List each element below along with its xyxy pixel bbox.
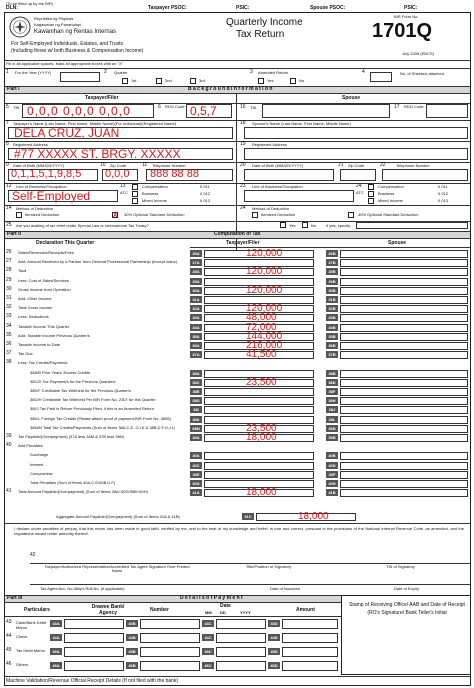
- computation-row: [0, 451, 474, 460]
- form-number: 1701Q: [372, 20, 433, 42]
- row-label: Add: Amount Received by a Partner from General Professional Partnership (except loans): [18, 260, 177, 265]
- spouse-line-code: 38J: [326, 406, 338, 413]
- row-number: 37: [6, 350, 12, 357]
- spouse-line-code: 35B: [326, 333, 338, 340]
- agency-line-3: Kawanihan ng Rentas Internas: [34, 29, 117, 35]
- computation-row: [0, 304, 474, 313]
- row-label: Taxable Income to Date: [18, 343, 61, 347]
- line-code: 43A: [50, 620, 62, 627]
- row-label: Taxable Income This Quarter: [18, 324, 70, 329]
- amount-value: 48,000: [246, 312, 277, 324]
- amount-input[interactable]: [204, 471, 314, 479]
- amended-label: Amended Return: [258, 70, 289, 75]
- row-number: 31: [6, 295, 12, 301]
- computation-row: [0, 461, 474, 470]
- date-of-expiry-label: Date of Expiry: [394, 586, 420, 591]
- spouse-amount-input[interactable]: [340, 259, 468, 267]
- row-number: 45: [6, 647, 12, 653]
- line-code: 46C: [202, 662, 214, 669]
- row-number: 32: [6, 304, 12, 311]
- line-code: 45B: [126, 648, 138, 655]
- line-code: 44B: [126, 634, 138, 641]
- quarter-label: Quarter: [114, 70, 128, 75]
- payment-label: Tax Debit Memo: [16, 648, 45, 653]
- computation-row: [0, 470, 474, 479]
- declaration-text: I declare under penalties of perjury, that this return has been made in good faith, verified by me, and to the best of my knowledge and belief, is true and correct, pursuant to the provisions of the National Internal Revenue Code, as amended, and the regulations issued under authority thereof.: [14, 526, 464, 536]
- spouse-line-code: 36B: [326, 342, 338, 349]
- line-code: 45A: [50, 648, 62, 655]
- row-label: Less: Deductions: [18, 315, 49, 320]
- spouse-amount-input[interactable]: [340, 342, 468, 350]
- amount-value: 41,500: [246, 349, 277, 361]
- row-number: 36: [6, 341, 12, 347]
- footer-text: Machine Validation/Revenue Official Receipt Details (If not filed with the bank): [6, 678, 179, 684]
- spouse-line-code: 38B: [326, 370, 338, 377]
- payment-label: Cash/Bank Debit Memo: [16, 620, 47, 630]
- spouse-line-code: 34B: [326, 324, 338, 331]
- line-code: 35A: [190, 333, 202, 340]
- line-code: 41A: [190, 489, 202, 496]
- line-code: 26A: [190, 250, 202, 257]
- line-code: 43C: [202, 620, 214, 627]
- line-code: 37A: [190, 351, 202, 358]
- spouse-atc-compensation-checkbox[interactable]: [368, 184, 374, 190]
- rdo-value: 0,5,7: [190, 104, 217, 118]
- row-number: 35: [6, 331, 12, 338]
- line-code: 28A: [190, 268, 202, 275]
- spouse-amount-input[interactable]: [340, 278, 468, 286]
- row-label: Surcharge: [30, 453, 49, 458]
- spouse-line-code: 26B: [326, 250, 338, 257]
- line-code: 29A: [190, 278, 202, 285]
- osd-mark: X: [113, 212, 118, 219]
- row-label: Gross Income from Operation: [18, 287, 71, 292]
- computation-row: [0, 433, 474, 442]
- spouse-dob-input[interactable]: [244, 169, 334, 181]
- spouse-line-code: 40B: [326, 452, 338, 459]
- subtitle-2: (Including those w/ both Business & Compensation Income): [11, 48, 144, 54]
- payment-row: [0, 646, 341, 660]
- row-label: Less: Tax Credits/Payments: [18, 361, 68, 366]
- amended-no-checkbox[interactable]: [290, 78, 296, 84]
- part-3-band: [4, 595, 341, 603]
- payment-row: [0, 618, 341, 632]
- line-code: 32A: [190, 305, 202, 312]
- amount-value: 72,000: [246, 321, 277, 333]
- line-code: 45D: [268, 648, 280, 655]
- line-code: 31A: [190, 296, 202, 303]
- amount-input[interactable]: [282, 619, 338, 629]
- computation-row: [0, 369, 474, 378]
- drawee-bank-input[interactable]: [64, 661, 124, 671]
- spouse-line-code: 41B: [326, 489, 338, 496]
- row-label: 38E/F Creditable Tax Withheld for the Previous Quarter/s: [30, 389, 131, 393]
- spouse-line-code: 33B: [326, 314, 338, 321]
- payment-row: [0, 632, 341, 646]
- spouse-amount-input[interactable]: [340, 489, 468, 497]
- spouse-psic-label: PSIC:: [404, 5, 418, 11]
- amount-input[interactable]: [204, 452, 314, 460]
- spouse-line-code: 38H: [326, 397, 338, 404]
- amount-value: 23,500: [246, 422, 277, 434]
- spouse-amount-input[interactable]: [340, 425, 468, 433]
- row-label: Total Amount Payable/(Overpayment) (Sum of Items 39A+40G/39B+40H): [18, 490, 148, 495]
- line-code: 38C: [190, 379, 202, 386]
- spouse-rdo-input[interactable]: [426, 104, 468, 118]
- row-label: Tax Due: [18, 352, 33, 357]
- amount-input[interactable]: [282, 647, 338, 657]
- spouse-line-code: 28B: [326, 268, 338, 275]
- spouse-line-code: 38L: [326, 416, 338, 423]
- year-input[interactable]: [60, 72, 100, 82]
- q2-checkbox[interactable]: [156, 78, 162, 84]
- spouse-line-code: 40H: [326, 480, 338, 487]
- spouse-line-code: 38N: [326, 425, 338, 432]
- amount-value: 120,000: [246, 266, 283, 278]
- line-code: 45C: [202, 648, 214, 655]
- line-code: 38I: [190, 406, 202, 413]
- form-1701q: (To be filled up by the BIR) DLN: Taxpayer PSOC: PSIC: Spouse PSOC: PSIC: Republika ng Pilipinas Kagawaran ng Pananalapi Kawanihan ng Rentas Internas For Self-Employed Individuals, Estates, and Trusts (Including those w/ both Business & Compensation Income) Quarterly Income Tax Return BIR Form No. 1701Q July 2008 (ENCS) Fill in all applicable spaces. Mark all appropriate boxes with an "X" 1 For the Year (YYYY) 2 Quarter 1st 2nd 3rd 3 Amended Return Yes No 4 No. of Sheets/s attached Part I B a c k g r o u n d I n f o r m a t i o n Taxpayer/Filer Spouse 5 TIN 0,0,0 0,0,0 0,0,0 6 RDO Code 0,5,7 16 TIN 17 RDO Code 7 Taxpayer's Name (Last Name, First Name, Middle Name)(For Individual)/(Registered Name) DELA CRUZ, JUAN 18 Spouse's Name (Last Name, First Name, Middle Name) 8 Registered Address #77 XXXXX ST. BRGY. XXXXX 19 Registered Address 9 Date of Birth (MM/DD/YYYY) 0,1,1,5,1,9,8,5 10 Zip Code 0,0,0 11 Telephone Number 888 88 88 20 Date of Birth (MM/DD/YYYY) 21 Zip Code 22 Telephone Number 12 Line of Business/Occupation Self-Employed 13 ATC Compensation Business Mixed Income II 011 II 012 II 013 23 Line of Business/Occupation 24 ATC Compensation Business Mixed Income II 011 II 012 II 013 14 Method of Deduction Itemized Deduction X 40% Optional Standard Deduction 24 Method of Deduction Itemized Deduction 40% Optional Standard Deduction 25 Are you availing of tax relief under Special Law or International Tax Treaty? Yes No If yes, specify Part II Computation of Tax Declaration This Quarter Taxpayer/Filer Spouse 26 Sales/Revenues/Receipts/Fees 26A 120,000 26B 27 Add: Amount Received by a Partner from General Professional Partnership (except loans) 27A 27B 28 Total 28A 120,000 28B 29 Less: Cost of Sales/Services 29A 29B 30 Gross Income from Operation 30A 120,000 30B 31 Add: Other Income 31A 31B 32 Total Gross Income 32A 120,000 32B 33 Less: Deductions 33A 48,000 33B 34 Taxable Income This Quarter 34A 72,000 34B 35 Add: Taxable Income Previous Quarter/s 35A 144,000 35B 36 Taxable Income to Date 36A 216,000 36B 37 Tax Due 37A 41,500 37B 38 Less: Tax Credits/Payments 38A/B Prior Years' Excess Credits 38A 38B 38C/D Tax Payment/s for the Previous Quarter/s 38C 23,500 38D 38E/F Creditable Tax Withheld for the Previous Quarter/s 38E 38F 38G/H Creditable Tax Withheld Per BIR Form No. 2307 for this Quarter 38G 38H 38I/J Tax Paid in Return Previously Filed, if this is an Amended Return 38I 38J 38K/L Foreign Tax Credits (Please attach proof of payment-BIR Form No. 0605) 38K 38L 38M/N Total Tax Credits/Payments (Sum of Items 38A,C,E, G,I,K & 38B,D,F,H,J,L) 38M 23,500 38N 39 Tax Payable/(Overpayment) (37A less 38M & 37B less 38N) 39A 18,000 39B 40 Add Penalties Surcharge 40A 40B Interest 40C 40D Compromise 40E 40F Total Penalties (Sum of Items 40A,C,E/40B,D,F) 40G 40H 41 Total Amount Payable/(Overpayment) (Sum of Items 39A+40G/39B+40H) 41A 18,000 41B Aggregate Amount Payable/(Overpayment) (Sum of Items 41A & 41B) 41C 18,000 I declare under penalties of perjury, that this return has been made in good faith, verified by me, and to the best of my knowledge and belief, is true and correct, pursuant to the provisions of the National Internal Revenue Code, as amended, and the regulations issued under authority thereof. 42 Taxpayer/Authorized Representative/Accredited Tax Agent Signature Over Printed Name Title/Position of Signatory TIN of Signatory Tax Agent Acc. No./Atty's Roll No. (if applicable) Date of Issuance Date of Expiry Part III D e t a i l s o f P a y m e n t Stamp of Receiving Office/ AAB and Date of Receipt (RO's Signature/ Bank Teller's Initial Particulars Drawee Bank/ Agency Number Date MM DD YYYY Amount 43 Cash/Bank Debit Memo 43A 43B 43C 43D 44 Check 44A 44B 44C 44D 45 Tax Debit Memo 45A 45B 45C 45D 46 Others 46A 46B 46C 46D Machine Validation/Revenue Official Receipt Details (If not filed with the bank): [0, 0, 474, 688]
- spouse-line-code: 32B: [326, 305, 338, 312]
- number-input[interactable]: [140, 619, 200, 629]
- line-code: 38E: [190, 388, 202, 395]
- computation-row: [0, 359, 474, 368]
- spouse-amount-input[interactable]: [340, 268, 468, 276]
- computation-row: [0, 405, 474, 414]
- spouse-itemized-checkbox[interactable]: [252, 212, 258, 218]
- year-label: For the Year (YYYY): [15, 70, 52, 75]
- payment-label: Check: [16, 634, 28, 639]
- row-number: 27: [6, 258, 12, 265]
- spouse-amount-input[interactable]: [340, 370, 468, 378]
- spouse-heading: Spouse: [342, 95, 361, 101]
- spouse-line-code: 39B: [326, 434, 338, 441]
- amount-input[interactable]: [204, 397, 314, 405]
- spouse-amount-input[interactable]: [340, 314, 468, 322]
- computation-row: [0, 479, 474, 488]
- spouse-amount-input[interactable]: [340, 305, 468, 313]
- tin-of-signatory-label: TIN of Signatory: [386, 564, 415, 569]
- tax-relief-specify-input[interactable]: [356, 222, 468, 229]
- spouse-line-code: 37B: [326, 351, 338, 358]
- spouse-amount-input[interactable]: [340, 397, 468, 405]
- line-code: 44D: [268, 634, 280, 641]
- q3-checkbox[interactable]: [190, 78, 196, 84]
- computation-row: [0, 442, 474, 451]
- signatory-label: Taxpayer/Authorized Representative/Accredited Tax Agent Signature Over Printed Name: [44, 564, 190, 573]
- line-code: 40A: [190, 452, 202, 459]
- spouse-line-code: 29B: [326, 278, 338, 285]
- row-number: 44: [6, 633, 12, 639]
- date-input[interactable]: [216, 619, 266, 629]
- line-code: 46B: [126, 662, 138, 669]
- amount-value: 23,500: [246, 376, 277, 388]
- spouse-amount-input[interactable]: [340, 480, 468, 488]
- tax-agent-acc-label: Tax Agent Acc. No./Atty's Roll No. (if applicable): [40, 586, 125, 591]
- spouse-zip-input[interactable]: [340, 169, 376, 181]
- psic-label: PSIC:: [236, 5, 250, 11]
- spouse-tel-input[interactable]: [382, 169, 468, 181]
- spouse-amount-input[interactable]: [340, 388, 468, 396]
- zip-value: 0,0,0: [105, 168, 130, 180]
- row-number: 34: [6, 322, 12, 329]
- spouse-amount-input[interactable]: [340, 324, 468, 332]
- row-number: 28: [6, 267, 12, 274]
- number-input[interactable]: [140, 647, 200, 657]
- spouse-amount-input[interactable]: [340, 287, 468, 295]
- spouse-amount-input[interactable]: [340, 471, 468, 479]
- spouse-line-code: 40F: [326, 471, 338, 478]
- row-label: 38K/L Foreign Tax Credits (Please attach proof of payment-BIR Form No. 0605): [30, 416, 171, 421]
- computation-row: [0, 258, 474, 267]
- line-code: 36A: [190, 342, 202, 349]
- computation-row: [0, 323, 474, 332]
- spouse-lob-input[interactable]: [244, 190, 354, 202]
- spouse-line-code: 27B: [326, 259, 338, 266]
- amount-value: 120,000: [246, 248, 283, 259]
- form-date: July 2008 (ENCS): [402, 51, 435, 56]
- spouse-osd-checkbox[interactable]: [348, 212, 354, 218]
- amount-value: 18,000: [246, 432, 277, 443]
- line-code: 40C: [190, 462, 202, 469]
- computation-row: [0, 249, 474, 258]
- line-code: 33A: [190, 314, 202, 321]
- name-value: DELA CRUZ, JUAN: [14, 126, 120, 140]
- computation-row: [0, 286, 474, 295]
- row-label: Total Gross Income: [18, 306, 53, 311]
- row-number: 30: [6, 285, 12, 292]
- row-label: Add: Taxable Income Previous Quarter/s: [18, 333, 90, 338]
- line-code: 40G: [190, 480, 202, 487]
- agency-line-2: Kagawaran ng Pananalapi: [34, 22, 81, 27]
- computation-row: [0, 267, 474, 276]
- spouse-line-code: 40D: [326, 462, 338, 469]
- spouse-amount-input[interactable]: [340, 434, 468, 442]
- bir-seal-logo: [9, 16, 31, 38]
- atc-business-checkbox[interactable]: [132, 191, 138, 197]
- line-code: 43B: [126, 620, 138, 627]
- row-label: 38C/D Tax Payment/s for the Previous Quarter/s: [30, 379, 116, 384]
- row-number: 38: [6, 359, 12, 366]
- stamp-text: Stamp of Receiving Office/ AAB and Date of Receipt (RO's Signature/ Bank Teller's Initial: [349, 602, 465, 616]
- spouse-line-code: 38F: [326, 388, 338, 395]
- spouse-amount-input[interactable]: [340, 452, 468, 460]
- name-label: Taxpayer's Name (Last Name, First Name, Middle Name)(For Individual)/(Registered Name): [13, 121, 177, 126]
- computation-row: [0, 488, 474, 497]
- date-input[interactable]: [216, 633, 266, 643]
- amount-value: 120,000: [246, 303, 283, 315]
- amount-input[interactable]: [204, 462, 314, 470]
- sheets-label: No. of Sheets/s attached: [400, 71, 444, 76]
- line-25-label: Are you availing of tax relief under Special Law or International Tax Treaty?: [16, 223, 149, 228]
- computation-row: [0, 424, 474, 433]
- row-label: Total: [18, 269, 27, 274]
- amount-value: 216,000: [246, 340, 283, 351]
- atc-mixed-checkbox[interactable]: [132, 198, 138, 204]
- line-code: 46A: [50, 662, 62, 669]
- computation-row: [0, 387, 474, 396]
- amount-input[interactable]: [204, 406, 314, 414]
- row-label: Compromise: [30, 471, 53, 476]
- row-number: 40: [6, 442, 12, 449]
- computation-row: [0, 341, 474, 350]
- row-label: Total Penalties (Sum of Items 40A,C,E/40B,D,F): [30, 481, 116, 485]
- row-number: 29: [6, 276, 12, 283]
- spouse-atc-mixed-checkbox[interactable]: [368, 198, 374, 204]
- row-label: 38A/B Prior Years' Excess Credits: [30, 370, 91, 375]
- subtitle-1: For Self-Employed Individuals, Estates, and Trusts: [11, 41, 123, 47]
- computation-row: [0, 350, 474, 359]
- row-number: 41: [6, 488, 12, 495]
- line-code: 44C: [202, 634, 214, 641]
- payment-label: Others: [16, 662, 29, 667]
- row-label: Add: Other Income: [18, 297, 52, 301]
- line-code: 38G: [190, 397, 202, 404]
- dob-value: 0,1,1,5,1,9,8,5: [11, 168, 82, 180]
- line-code: 30A: [190, 287, 202, 294]
- bir-fill-note: (To be filled up by the BIR): [6, 1, 54, 6]
- line-code: 38M: [190, 425, 202, 432]
- address-value: #77 XXXXX ST. BRGY. XXXXX: [14, 147, 181, 161]
- spouse-address-input[interactable]: [244, 148, 468, 160]
- q1-checkbox[interactable]: [122, 78, 128, 84]
- atc-compensation-checkbox[interactable]: [132, 184, 138, 190]
- row-number: 43: [6, 619, 12, 625]
- spouse-amount-input[interactable]: [340, 333, 468, 341]
- declaration-quarter-heading: Declaration This Quarter: [36, 240, 95, 246]
- spouse-tin-input[interactable]: [262, 104, 390, 118]
- tax-relief-yes-checkbox[interactable]: [280, 222, 286, 228]
- taxpayer-filer-heading: Taxpayer/Filer: [85, 95, 119, 101]
- number-input[interactable]: [140, 661, 200, 671]
- amended-yes-checkbox[interactable]: [258, 78, 264, 84]
- drawee-bank-input[interactable]: [64, 619, 124, 629]
- part-1-title: B a c k g r o u n d I n f o r m a t i o n: [188, 86, 273, 92]
- line-code: 46D: [268, 662, 280, 669]
- line-code: 38K: [190, 416, 202, 423]
- spouse-psoc-label: Spouse PSOC:: [310, 5, 346, 11]
- computation-row: [0, 295, 474, 304]
- computation-row: [0, 313, 474, 322]
- spouse-line-code: 38D: [326, 379, 338, 386]
- amount-value: 18,000: [246, 487, 277, 499]
- spouse-amount-input[interactable]: [340, 462, 468, 470]
- date-input[interactable]: [216, 647, 266, 657]
- row-label: 38G/H Creditable Tax Withheld Per BIR Form No. 2307 for this Quarter: [30, 398, 156, 403]
- spouse-amount-input[interactable]: [340, 379, 468, 387]
- row-label: Sales/Revenues/Receipts/Fees: [18, 251, 74, 255]
- spouse-amount-input[interactable]: [340, 406, 468, 414]
- payment-row: [0, 660, 341, 674]
- part-1-label: Part I: [7, 86, 20, 92]
- form-title-line-2: Tax Return: [236, 29, 285, 40]
- row-label: Add Penalties: [18, 444, 43, 449]
- line-code: 38A: [190, 370, 202, 377]
- tel-value: 888 88 88: [150, 168, 199, 180]
- amount-value: 144,000: [246, 330, 283, 342]
- spouse-amount-input[interactable]: [340, 351, 468, 359]
- computation-row: [0, 415, 474, 424]
- line-1-num: 1: [6, 69, 9, 75]
- amount-input[interactable]: [282, 633, 338, 643]
- row-label: 38I/J Tax Paid in Return Previously Filed, if this is an Amended Return: [30, 407, 154, 412]
- lob-value: Self-Employed: [12, 189, 91, 203]
- spouse-name-input[interactable]: [244, 127, 468, 139]
- row-number: 39: [6, 433, 12, 439]
- line-code: 40E: [190, 471, 202, 478]
- line-code: 43D: [268, 620, 280, 627]
- date-of-issuance-label: Date of Issuance: [270, 586, 301, 591]
- row-number: 46: [6, 661, 12, 667]
- row-label: Less: Cost of Sales/Services: [18, 278, 69, 283]
- drawee-bank-input[interactable]: [64, 633, 124, 643]
- aggregate-value: 18,000: [298, 511, 329, 522]
- sheets-input[interactable]: [370, 72, 392, 82]
- row-number: 33: [6, 313, 12, 320]
- dln-label: DLN:: [6, 5, 18, 11]
- itemized-checkbox[interactable]: [16, 212, 22, 218]
- spouse-atc-business-checkbox[interactable]: [368, 191, 374, 197]
- form-no-label: BIR Form No.: [394, 14, 419, 19]
- line-code: 39A: [190, 434, 202, 441]
- tax-relief-no-checkbox[interactable]: [302, 222, 308, 228]
- spouse-line-code: 31B: [326, 296, 338, 303]
- row-label: Interest: [30, 462, 44, 467]
- form-title-line-1: Quarterly Income: [226, 17, 303, 28]
- agency-line-1: Republika ng Pilipinas: [34, 16, 74, 21]
- line-code: 27A: [190, 259, 202, 266]
- row-label: 38M/N Total Tax Credits/Payments (Sum of Items 38A,C,E, G,I,K & 38B,D,F,H,J,L): [30, 425, 176, 430]
- title-position-label: Title/Position of Signatory: [246, 564, 292, 569]
- tin-value: 0,0,0 0,0,0 0,0,0: [27, 104, 131, 118]
- number-input[interactable]: [140, 633, 200, 643]
- instruction: Fill in all applicable spaces. Mark all appropriate boxes with an "X": [6, 61, 124, 66]
- spouse-line-code: 30B: [326, 287, 338, 294]
- computation-row: [0, 277, 474, 286]
- amount-input[interactable]: [282, 661, 338, 671]
- spouse-amount-input[interactable]: [340, 416, 468, 424]
- amount-value: 120,000: [246, 284, 283, 296]
- drawee-bank-input[interactable]: [64, 647, 124, 657]
- computation-row: [0, 378, 474, 387]
- amount-input[interactable]: [204, 388, 314, 396]
- date-input[interactable]: [216, 661, 266, 671]
- computation-row: [0, 332, 474, 341]
- computation-row: [0, 396, 474, 405]
- aggregate-label: Aggregate Amount Payable/(Overpayment) (Sum of Items 41A & 41B): [56, 514, 180, 519]
- line-code: 44A: [50, 634, 62, 641]
- taxpayer-psoc-label: Taxpayer PSOC:: [148, 5, 187, 11]
- line-code: 34A: [190, 324, 202, 331]
- row-label: Tax Payable/(Overpayment) (37A less 38M & 37B less 38N): [18, 435, 125, 439]
- spouse-amount-input[interactable]: [340, 250, 468, 258]
- row-number: 26: [6, 249, 12, 255]
- spouse-amount-input[interactable]: [340, 296, 468, 304]
